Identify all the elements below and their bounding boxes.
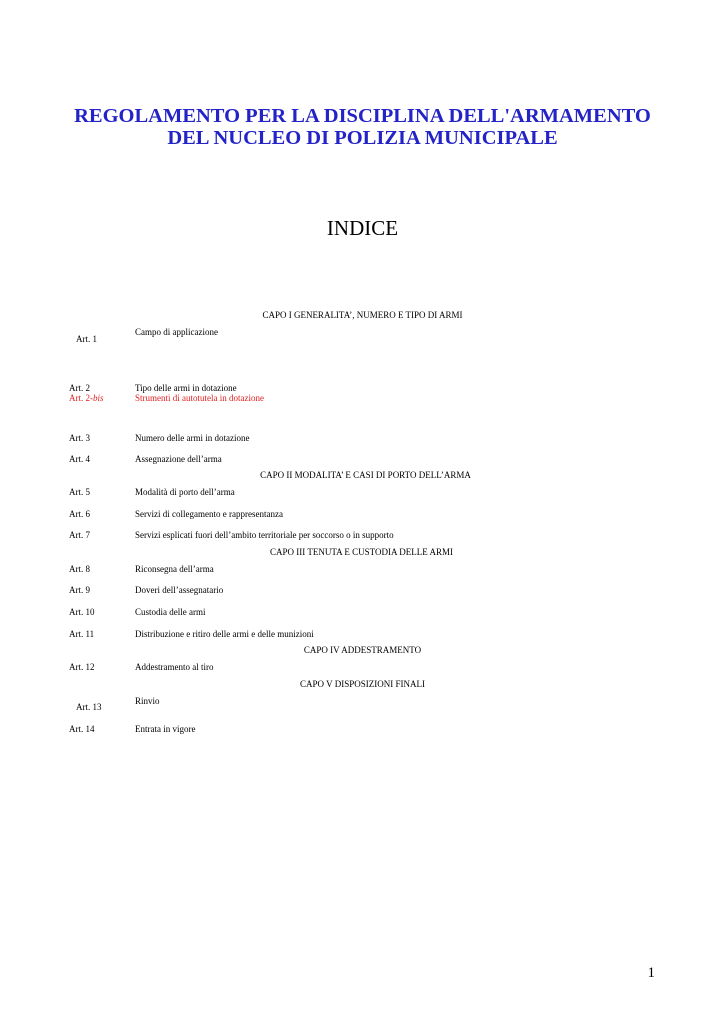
article-9-number: Art. 9 — [69, 585, 90, 595]
article-4-title: Assegnazione dell’arma — [135, 454, 222, 464]
article-8-title: Riconsegna dell’arma — [135, 564, 214, 574]
article-2-bis-number: Art. 2-bis — [69, 393, 104, 403]
article-2-number: Art. 2 — [69, 383, 90, 393]
article-13-title: Rinvio — [135, 696, 160, 706]
article-14-number: Art. 14 — [69, 724, 95, 734]
article-14-title: Entrata in vigore — [135, 724, 196, 734]
article-11-number: Art. 11 — [69, 629, 95, 639]
document-title-line-2: DEL NUCLEO DI POLIZIA MUNICIPALE — [167, 127, 558, 149]
article-1-title: Campo di applicazione — [135, 327, 218, 337]
article-2-bis-title: Strumenti di autotutela in dotazione — [135, 393, 264, 403]
article-2-title: Tipo delle armi in dotazione — [135, 383, 237, 393]
article-6-title: Servizi di collegamento e rappresentanza — [135, 509, 283, 519]
article-7-title: Servizi esplicati fuori dell’ambito territoriale per soccorso o in supporto — [135, 530, 394, 540]
article-1-number: Art. 1 — [76, 334, 97, 344]
chapter-4-heading: CAPO IV ADDESTRAMENTO — [303, 645, 422, 655]
article-10-number: Art. 10 — [69, 607, 95, 617]
article-3-number: Art. 3 — [69, 433, 90, 443]
page-number: 1 — [647, 965, 655, 981]
article-8-number: Art. 8 — [69, 564, 90, 574]
article-6-number: Art. 6 — [69, 509, 90, 519]
article-4-number: Art. 4 — [69, 454, 90, 464]
document-title-line-1: REGOLAMENTO PER LA DISCIPLINA DELL'ARMAMENTO — [74, 105, 651, 127]
article-13-number: Art. 13 — [76, 702, 102, 712]
chapter-5-heading: CAPO V DISPOSIZIONI FINALI — [300, 679, 425, 689]
chapter-3-heading: CAPO III TENUTA E CUSTODIA DELLE ARMI — [270, 547, 453, 557]
article-9-title: Doveri dell’assegnatario — [135, 585, 224, 595]
index-heading: INDICE — [326, 216, 399, 240]
article-5-title: Modalità di porto dell’arma — [135, 487, 235, 497]
chapter-1-heading: CAPO I GENERALITA’, NUMERO E TIPO DI ARMI — [262, 310, 463, 320]
chapter-2-heading: CAPO II MODALITA’ E CASI DI PORTO DELL’ARMA — [260, 470, 471, 480]
article-5-number: Art. 5 — [69, 487, 90, 497]
article-12-number: Art. 12 — [69, 662, 95, 672]
article-3-title: Numero delle armi in dotazione — [135, 433, 250, 443]
article-11-title: Distribuzione e ritiro delle armi e delle munizioni — [135, 629, 314, 639]
article-10-title: Custodia delle armi — [135, 607, 206, 617]
article-12-title: Addestramento al tiro — [135, 662, 214, 672]
article-7-number: Art. 7 — [69, 530, 90, 540]
